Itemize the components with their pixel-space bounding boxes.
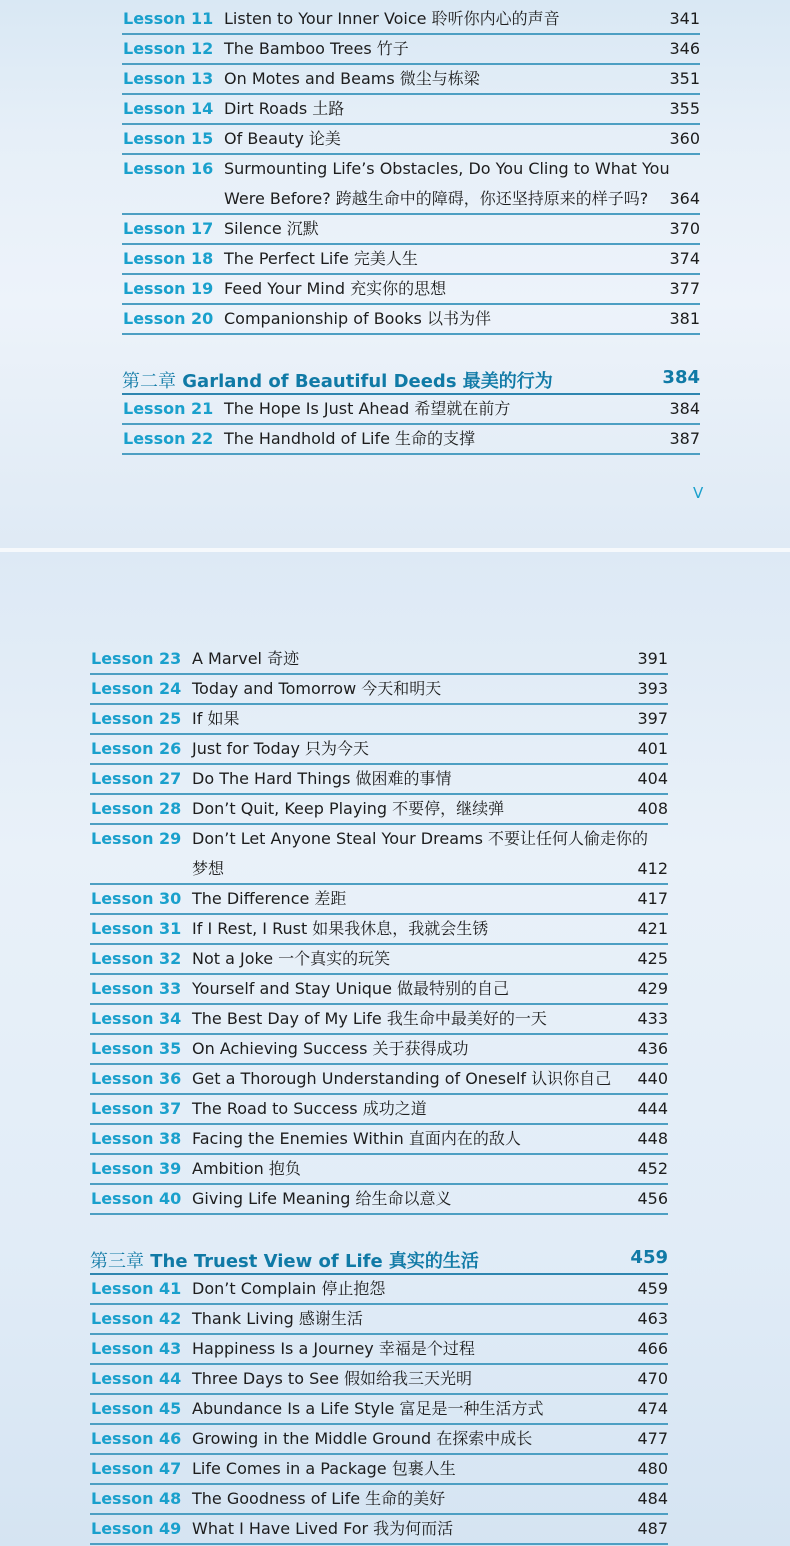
toc-entry[interactable] xyxy=(122,125,700,155)
toc-page-lower xyxy=(0,552,790,1546)
lesson-page-number: 387 xyxy=(669,429,700,448)
toc-entry[interactable] xyxy=(122,155,700,215)
toc-entry[interactable] xyxy=(90,1305,668,1335)
toc-entry[interactable] xyxy=(90,1125,668,1155)
lesson-title: What I Have Lived For 我为何而活 xyxy=(192,1519,454,1538)
lesson-title: On Motes and Beams 微尘与栋梁 xyxy=(224,69,480,88)
lesson-number: Lesson 48 xyxy=(91,1489,182,1508)
lesson-title: Get a Thorough Understanding of Oneself 认识你自己 xyxy=(192,1069,612,1088)
toc-entry[interactable] xyxy=(122,425,700,455)
toc-entry[interactable] xyxy=(90,915,668,945)
lesson-number: Lesson 20 xyxy=(123,309,214,328)
lesson-page-number: 381 xyxy=(669,309,700,328)
toc-entry[interactable] xyxy=(90,1335,668,1365)
lesson-page-number: 355 xyxy=(669,99,700,118)
lesson-page-number: 408 xyxy=(637,799,668,818)
lesson-page-number: 397 xyxy=(637,709,668,728)
lesson-number: Lesson 44 xyxy=(91,1369,182,1388)
lesson-page-number: 459 xyxy=(637,1279,668,1298)
lesson-number: Lesson 36 xyxy=(91,1069,182,1088)
lesson-title: Just for Today 只为今天 xyxy=(192,739,370,758)
toc-entry[interactable] xyxy=(90,1395,668,1425)
lesson-number: Lesson 33 xyxy=(91,979,182,998)
lesson-number: Lesson 40 xyxy=(91,1189,182,1208)
toc-entry[interactable] xyxy=(90,1515,668,1545)
toc-entry[interactable] xyxy=(122,95,700,125)
lesson-page-number: 346 xyxy=(669,39,700,58)
lesson-page-number: 448 xyxy=(637,1129,668,1148)
lesson-title: Life Comes in a Package 包裹人生 xyxy=(192,1459,456,1478)
toc-entry[interactable] xyxy=(90,825,668,885)
lesson-title: Ambition 抱负 xyxy=(192,1159,301,1178)
lesson-number: Lesson 45 xyxy=(91,1399,182,1418)
lesson-page-number: 364 xyxy=(669,189,700,208)
lesson-number: Lesson 11 xyxy=(123,9,214,28)
lesson-title: Surmounting Life’s Obstacles, Do You Cling to What You Were Before? 跨越生命中的障碍，你还坚持原来的样子吗? xyxy=(224,159,670,208)
lesson-number: Lesson 16 xyxy=(123,159,214,178)
lesson-title: On Achieving Success 关于获得成功 xyxy=(192,1039,469,1058)
lesson-title: Don’t Complain 停止抱怨 xyxy=(192,1279,386,1298)
lesson-page-number: 440 xyxy=(637,1069,668,1088)
lesson-number: Lesson 25 xyxy=(91,709,182,728)
lesson-title: The Hope Is Just Ahead 希望就在前方 xyxy=(224,399,511,418)
lesson-title: The Road to Success 成功之道 xyxy=(192,1099,427,1118)
lesson-title: Dirt Roads 土路 xyxy=(224,99,345,118)
chapter-heading[interactable] xyxy=(90,1245,668,1275)
lesson-title: Not a Joke 一个真实的玩笑 xyxy=(192,949,391,968)
lesson-list xyxy=(122,5,700,335)
lesson-number: Lesson 13 xyxy=(123,69,214,88)
lesson-list xyxy=(90,1275,668,1545)
toc-entry[interactable] xyxy=(90,945,668,975)
lesson-number: Lesson 19 xyxy=(123,279,214,298)
lesson-title: Giving Life Meaning 给生命以意义 xyxy=(192,1189,452,1208)
lesson-number: Lesson 30 xyxy=(91,889,182,908)
lesson-number: Lesson 24 xyxy=(91,679,182,698)
chapter-page-number: 459 xyxy=(630,1247,668,1268)
toc-entry[interactable] xyxy=(122,65,700,95)
lesson-title: Listen to Your Inner Voice 聆听你内心的声音 xyxy=(224,9,560,28)
toc-entry[interactable] xyxy=(90,1185,668,1215)
lesson-title: Do The Hard Things 做困难的事情 xyxy=(192,769,452,788)
lesson-page-number: 466 xyxy=(637,1339,668,1358)
lesson-title: Of Beauty 论美 xyxy=(224,129,341,148)
toc-entry[interactable] xyxy=(90,975,668,1005)
toc-entry[interactable] xyxy=(90,645,668,675)
chapter-number: 第三章 xyxy=(90,1251,144,1272)
toc-entry[interactable] xyxy=(90,765,668,795)
lesson-title: Yourself and Stay Unique 做最特别的自己 xyxy=(192,979,510,998)
lesson-title: The Best Day of My Life 我生命中最美好的一天 xyxy=(192,1009,547,1028)
lesson-number: Lesson 23 xyxy=(91,649,182,668)
lesson-title: The Goodness of Life 生命的美好 xyxy=(192,1489,446,1508)
lesson-page-number: 391 xyxy=(637,649,668,668)
lesson-title: Facing the Enemies Within 直面内在的敌人 xyxy=(192,1129,521,1148)
lesson-title: Feed Your Mind 充实你的思想 xyxy=(224,279,447,298)
lesson-number: Lesson 41 xyxy=(91,1279,182,1298)
table-of-contents xyxy=(90,645,668,1545)
lesson-title: The Bamboo Trees 竹子 xyxy=(224,39,409,58)
toc-entry[interactable] xyxy=(90,735,668,765)
lesson-page-number: 433 xyxy=(637,1009,668,1028)
toc-entry[interactable] xyxy=(122,35,700,65)
toc-entry[interactable] xyxy=(122,215,700,245)
toc-entry[interactable] xyxy=(90,1365,668,1395)
lesson-page-number: 477 xyxy=(637,1429,668,1448)
lesson-page-number: 429 xyxy=(637,979,668,998)
lesson-page-number: 393 xyxy=(637,679,668,698)
toc-entry[interactable] xyxy=(90,1065,668,1095)
toc-entry[interactable] xyxy=(90,1035,668,1065)
lesson-title: The Difference 差距 xyxy=(192,889,347,908)
page-marker: V xyxy=(693,484,704,502)
lesson-list xyxy=(90,645,668,1215)
lesson-number: Lesson 17 xyxy=(123,219,214,238)
lesson-number: Lesson 37 xyxy=(91,1099,182,1118)
lesson-number: Lesson 47 xyxy=(91,1459,182,1478)
lesson-number: Lesson 27 xyxy=(91,769,182,788)
lesson-title: Abundance Is a Life Style 富足是一种生活方式 xyxy=(192,1399,544,1418)
lesson-page-number: 436 xyxy=(637,1039,668,1058)
lesson-title: The Handhold of Life 生命的支撑 xyxy=(224,429,476,448)
lesson-page-number: 351 xyxy=(669,69,700,88)
chapter-page-number: 384 xyxy=(662,367,700,388)
lesson-page-number: 474 xyxy=(637,1399,668,1418)
lesson-number: Lesson 39 xyxy=(91,1159,182,1178)
lesson-number: Lesson 29 xyxy=(91,829,182,848)
lesson-number: Lesson 14 xyxy=(123,99,214,118)
toc-entry[interactable] xyxy=(122,305,700,335)
lesson-title: A Marvel 奇迹 xyxy=(192,649,300,668)
lesson-page-number: 480 xyxy=(637,1459,668,1478)
lesson-title: Growing in the Middle Ground 在探索中成长 xyxy=(192,1429,533,1448)
chapter-title xyxy=(90,1247,479,1273)
lesson-page-number: 452 xyxy=(637,1159,668,1178)
toc-entry[interactable] xyxy=(122,245,700,275)
chapter-name: Garland of Beautiful Deeds 最美的行为 xyxy=(182,371,553,392)
lesson-number: Lesson 12 xyxy=(123,39,214,58)
lesson-title: Three Days to See 假如给我三天光明 xyxy=(192,1369,473,1388)
table-of-contents xyxy=(122,5,700,455)
lesson-page-number: 404 xyxy=(637,769,668,788)
lesson-number: Lesson 46 xyxy=(91,1429,182,1448)
chapter-title xyxy=(122,367,553,393)
lesson-list xyxy=(122,395,700,455)
lesson-number: Lesson 28 xyxy=(91,799,182,818)
lesson-number: Lesson 35 xyxy=(91,1039,182,1058)
lesson-number: Lesson 26 xyxy=(91,739,182,758)
lesson-page-number: 470 xyxy=(637,1369,668,1388)
chapter-name: The Truest View of Life 真实的生活 xyxy=(150,1251,479,1272)
lesson-number: Lesson 15 xyxy=(123,129,214,148)
toc-entry[interactable] xyxy=(90,1005,668,1035)
lesson-page-number: 401 xyxy=(637,739,668,758)
chapter-heading[interactable] xyxy=(122,365,700,395)
lesson-number: Lesson 31 xyxy=(91,919,182,938)
toc-entry[interactable] xyxy=(90,1485,668,1515)
lesson-title: Today and Tomorrow 今天和明天 xyxy=(192,679,442,698)
lesson-number: Lesson 49 xyxy=(91,1519,182,1538)
lesson-number: Lesson 21 xyxy=(123,399,214,418)
toc-entry[interactable] xyxy=(90,885,668,915)
lesson-title: Don’t Let Anyone Steal Your Dreams 不要让任何人偷走你的梦想 xyxy=(192,829,649,878)
lesson-page-number: 444 xyxy=(637,1099,668,1118)
lesson-number: Lesson 22 xyxy=(123,429,214,448)
lesson-page-number: 360 xyxy=(669,129,700,148)
lesson-page-number: 456 xyxy=(637,1189,668,1208)
lesson-page-number: 412 xyxy=(637,859,668,878)
toc-entry[interactable] xyxy=(122,5,700,35)
lesson-number: Lesson 38 xyxy=(91,1129,182,1148)
lesson-title: If 如果 xyxy=(192,709,240,728)
toc-entry[interactable] xyxy=(122,395,700,425)
lesson-page-number: 421 xyxy=(637,919,668,938)
toc-entry[interactable] xyxy=(90,1275,668,1305)
lesson-page-number: 384 xyxy=(669,399,700,418)
toc-entry[interactable] xyxy=(90,1425,668,1455)
lesson-number: Lesson 43 xyxy=(91,1339,182,1358)
lesson-title: Thank Living 感谢生活 xyxy=(192,1309,363,1328)
lesson-page-number: 484 xyxy=(637,1489,668,1508)
lesson-page-number: 417 xyxy=(637,889,668,908)
lesson-title: Happiness Is a Journey 幸福是个过程 xyxy=(192,1339,475,1358)
toc-entry[interactable] xyxy=(90,675,668,705)
lesson-page-number: 341 xyxy=(669,9,700,28)
lesson-number: Lesson 18 xyxy=(123,249,214,268)
lesson-number: Lesson 34 xyxy=(91,1009,182,1028)
lesson-number: Lesson 32 xyxy=(91,949,182,968)
lesson-title: Don’t Quit, Keep Playing 不要停，继续弹 xyxy=(192,799,505,818)
toc-entry[interactable] xyxy=(90,705,668,735)
lesson-title: The Perfect Life 完美人生 xyxy=(224,249,418,268)
lesson-title: If I Rest, I Rust 如果我休息，我就会生锈 xyxy=(192,919,489,938)
toc-entry[interactable] xyxy=(90,795,668,825)
chapter-number: 第二章 xyxy=(122,371,176,392)
toc-entry[interactable] xyxy=(90,1455,668,1485)
lesson-page-number: 463 xyxy=(637,1309,668,1328)
toc-entry[interactable] xyxy=(90,1155,668,1185)
toc-page-upper xyxy=(0,0,790,548)
toc-entry[interactable] xyxy=(90,1095,668,1125)
lesson-page-number: 377 xyxy=(669,279,700,298)
lesson-page-number: 374 xyxy=(669,249,700,268)
lesson-page-number: 487 xyxy=(637,1519,668,1538)
toc-entry[interactable] xyxy=(122,275,700,305)
lesson-title: Silence 沉默 xyxy=(224,219,319,238)
lesson-page-number: 425 xyxy=(637,949,668,968)
lesson-title: Companionship of Books 以书为伴 xyxy=(224,309,491,328)
lesson-number: Lesson 42 xyxy=(91,1309,182,1328)
lesson-page-number: 370 xyxy=(669,219,700,238)
